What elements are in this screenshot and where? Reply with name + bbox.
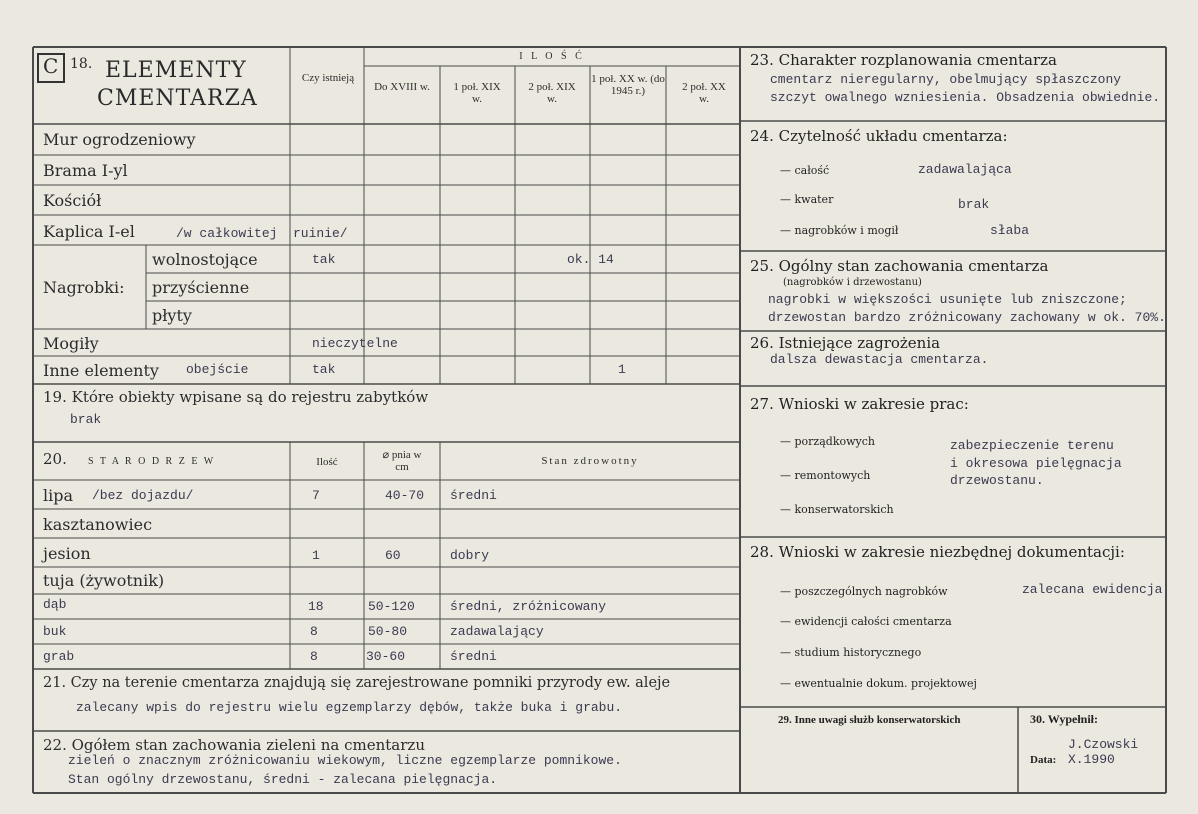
col-header-period-1: Do XVIII w. <box>374 81 430 93</box>
tree-count: 18 <box>308 599 324 614</box>
section-27-line3: drzewostanu. <box>950 473 1044 488</box>
section-25-line2: drzewostan bardzo zróżnicowany zachowany w ok. 70%. <box>768 310 1166 325</box>
section-27-title: 27. Wnioski w zakresie prac: <box>750 395 969 413</box>
section-19-title: 19. Które obiekty wpisane są do rejestru zabytków <box>43 388 429 406</box>
mogily-value: nieczytelne <box>312 336 398 351</box>
tree-health: zadawalający <box>450 624 544 639</box>
section-22-line1: zieleń o znacznym zróżnicowaniu wiekowym, liczne egzemplarze pomnikowe. <box>68 753 622 768</box>
section-24-item-value: brak <box>958 197 990 212</box>
tree-diam: 50-80 <box>368 624 408 639</box>
tree-name: jesion <box>43 544 91 563</box>
tree-name: dąb <box>43 597 67 612</box>
row-label-wolnostojace: wolnostojące <box>152 250 258 269</box>
col-header-period-2: 1 poł. XIX w. <box>453 81 501 105</box>
row-label-kosciol: Kościół <box>43 191 102 210</box>
section-20-col-health: Stan zdrowotny <box>541 455 639 467</box>
wolnostojace-exists: tak <box>312 252 336 267</box>
row-label-inne: Inne elementy <box>43 361 159 380</box>
tree-health: średni, zróżnicowany <box>450 599 607 614</box>
row-label-plyty: płyty <box>152 306 192 325</box>
inne-exists: tak <box>312 362 336 377</box>
section-26-title: 26. Istniejące zagrożenia <box>750 334 941 352</box>
section-28-item: — ewentualnie dokum. projektowej <box>780 677 977 690</box>
kaplica-note: /w całkowitej <box>176 226 278 241</box>
tree-diam: 60 <box>385 548 401 563</box>
tree-name: kasztanowiec <box>43 515 153 534</box>
tree-name: grab <box>43 649 75 664</box>
inne-note: obejście <box>186 362 249 377</box>
section-18-title-line2: CMENTARZA <box>97 86 258 111</box>
tree-count: 8 <box>310 624 318 639</box>
tree-diam: 30-60 <box>366 649 406 664</box>
section-27-line2: i okresowa pielęgnacja <box>950 456 1122 471</box>
section-21-title: 21. Czy na terenie cmentarza znajdują się zarejestrowane pomniki przyrody ew. aleje <box>43 675 671 691</box>
section-18-title-line1: ELEMENTY <box>105 58 247 83</box>
tree-diam: 50-120 <box>368 599 415 614</box>
section-25-line1: nagrobki w większości usunięte lub zniszczone; <box>768 292 1127 307</box>
section-28-title: 28. Wnioski w zakresie niezbędnej dokumentacji: <box>750 543 1125 561</box>
inne-count: 1 <box>618 362 626 377</box>
col-header-period-5: 2 poł. XX w. <box>682 81 726 105</box>
section-27-item: — remontowych <box>780 469 871 482</box>
tree-note: /bez dojazdu/ <box>92 488 194 503</box>
col-header-ilosc: I L O Ś Ć <box>519 51 585 62</box>
section-24-item-value: słaba <box>990 223 1030 238</box>
section-25-title: 25. Ogólny stan zachowania cmentarza <box>750 257 1049 275</box>
section-23-title: 23. Charakter rozplanowania cmentarza <box>750 51 1057 69</box>
row-label-przyscienne: przyścienne <box>152 278 250 297</box>
section-29-title: 29. Inne uwagi służb konserwatorskich <box>778 714 961 726</box>
section-21-value: zalecany wpis do rejestru wielu egzemplarzy dębów, także buka i grabu. <box>76 700 623 715</box>
section-24-title: 24. Czytelność układu cmentarza: <box>750 127 1008 145</box>
row-label-nagrobki: Nagrobki: <box>43 278 125 297</box>
section-22-title: 22. Ogółem stan zachowania zieleni na cmentarzu <box>43 736 425 754</box>
tree-health: dobry <box>450 548 490 563</box>
section-27-item: — konserwatorskich <box>780 503 894 516</box>
wolnostojace-count: ok. 14 <box>567 252 614 267</box>
section-22-line2: Stan ogólny drzewostanu, średni - zalecana pielęgnacja. <box>68 772 498 787</box>
col-header-period-3: 2 poł. XIX w. <box>528 81 576 105</box>
row-label-brama: Brama I-yl <box>43 161 128 180</box>
section-28-item: — studium historycznego <box>780 646 922 659</box>
section-24-item-label: — nagrobków i mogił <box>780 224 899 237</box>
tree-health: średni <box>450 488 497 503</box>
section-20-col-diam: ⌀ pnia w cm <box>382 449 422 473</box>
section-23-line1: cmentarz nieregularny, obelmujący spłaszczony <box>770 72 1122 87</box>
section-25-sub: (nagrobków i drzewostanu) <box>783 277 922 288</box>
section-letter: C <box>43 54 59 78</box>
section-27-line1: zabezpieczenie terenu <box>950 438 1114 453</box>
section-20-col-count: Ilość <box>316 456 338 468</box>
filled-by-name: J.Czowski <box>1068 737 1139 752</box>
date-value: X.1990 <box>1068 752 1115 767</box>
section-23-line2: szczyt owalnego wzniesienia. Obsadzenia obwiednie. <box>770 90 1161 105</box>
kaplica-note-2: ruinie/ <box>293 226 348 241</box>
row-label-mur: Mur ogrodzeniowy <box>43 130 196 149</box>
section-20-title: S T A R O D R Z E W <box>88 456 216 467</box>
col-header-period-4: 1 poł. XX w. (do 1945 r.) <box>591 73 665 97</box>
section-19-value: brak <box>70 412 102 427</box>
section-18-number: 18. <box>70 56 93 72</box>
tree-count: 7 <box>312 488 320 503</box>
section-28-item: — ewidencji całości cmentarza <box>780 615 952 628</box>
tree-name: buk <box>43 624 67 639</box>
section-28-value: zalecana ewidencja <box>1022 582 1163 597</box>
tree-name: lipa <box>43 486 74 505</box>
section-24-item-label: — całość <box>780 164 830 177</box>
section-28-item: — poszczególnych nagrobków <box>780 585 948 598</box>
tree-name: tuja (żywotnik) <box>43 571 165 590</box>
col-header-exists: Czy istnieją <box>301 72 355 84</box>
date-label: Data: <box>1030 754 1057 766</box>
row-label-mogily: Mogiły <box>43 334 99 353</box>
tree-diam: 40-70 <box>385 488 425 503</box>
section-30-title: 30. Wypełnił: <box>1030 712 1099 726</box>
section-20-number: 20. <box>43 450 67 468</box>
section-27-item: — porządkowych <box>780 435 875 448</box>
row-label-kaplica: Kaplica I-el <box>43 222 135 241</box>
section-24-item-value: zadawalająca <box>918 162 1012 177</box>
section-24-item-label: — kwater <box>780 193 834 206</box>
tree-count: 1 <box>312 548 320 563</box>
tree-health: średni <box>450 649 497 664</box>
tree-count: 8 <box>310 649 318 664</box>
section-26-value: dalsza dewastacja cmentarza. <box>770 352 989 367</box>
